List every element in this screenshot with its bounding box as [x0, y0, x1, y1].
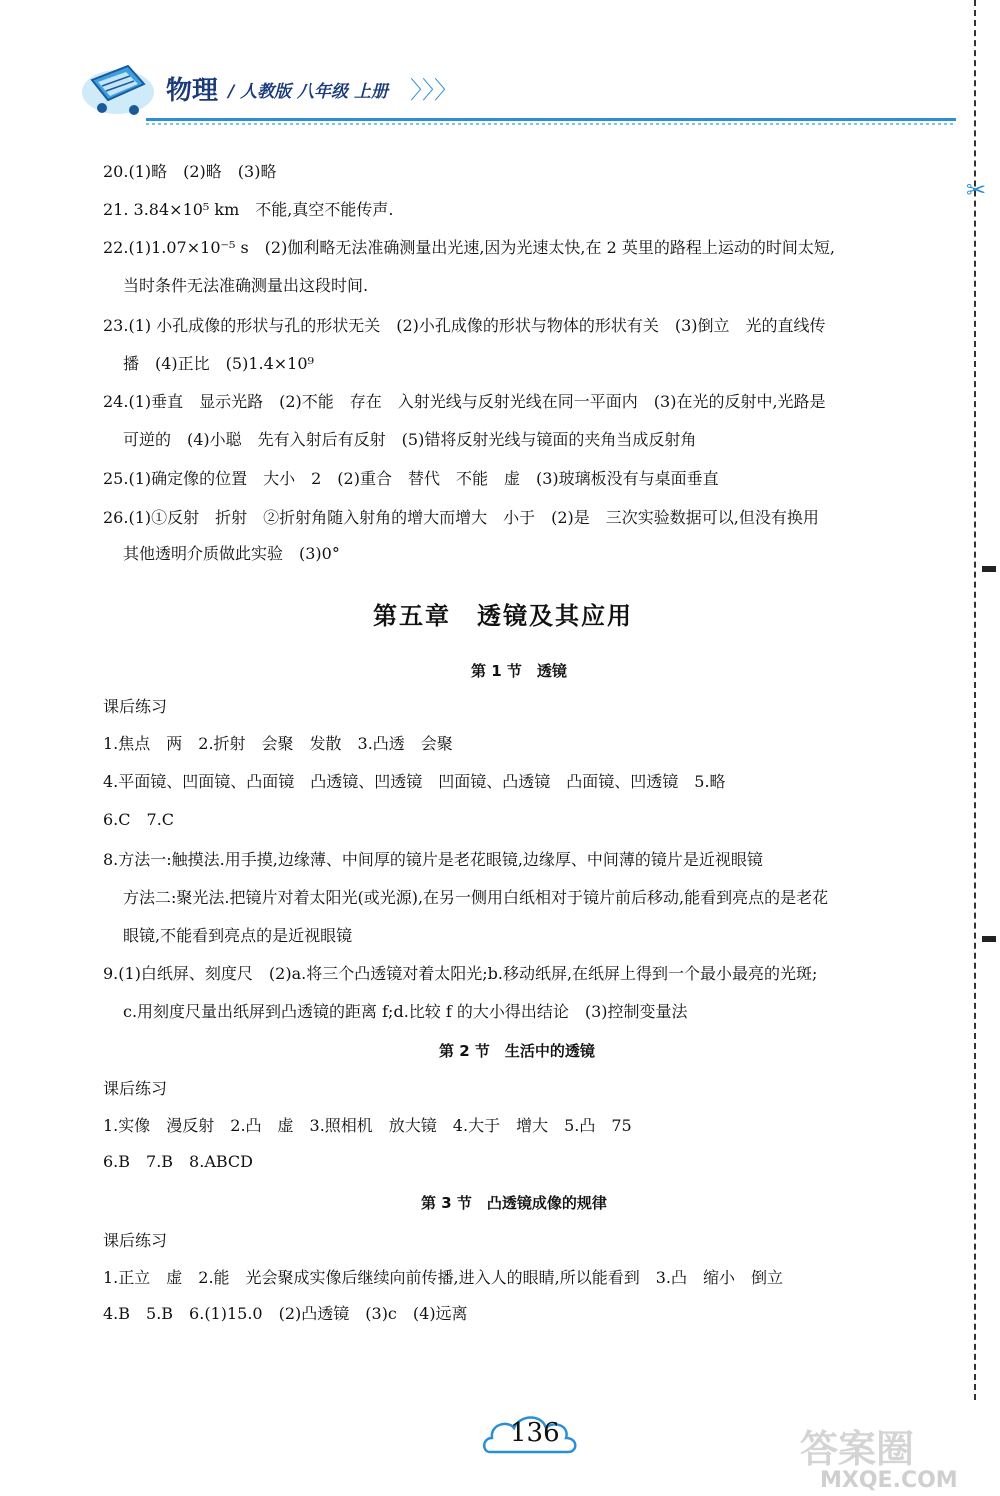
exercise-label: 课后练习	[103, 1079, 168, 1098]
header-rule-dotted	[146, 123, 956, 125]
section-title: 第 1 节 透镜	[471, 662, 567, 680]
answer-line: 9.(1)白纸屏、刻度尺 (2)a.将三个凸透镜对着太阳光;b.移动纸屏,在纸屏上得到一个最小最亮的光斑;	[103, 964, 818, 983]
answer-line: 1.正立 虚 2.能 光会聚成实像后继续向前传播,进入人的眼睛,所以能看到 3.凸 缩小 倒立	[103, 1268, 783, 1287]
answer-line: 方法二:聚光法.把镜片对着太阳光(或光源),在另一侧用白纸相对于镜片前后移动,能看到亮点的是老花	[123, 888, 829, 907]
answer-line: 26.(1)①反射 折射 ②折射角随入射角的增大而增大 小于 (2)是 三次实验数据可以,但没有换用	[103, 508, 819, 527]
answer-line: c.用刻度尺量出纸屏到凸透镜的距离 f;d.比较 f 的大小得出结论 (3)控制变量法	[123, 1002, 688, 1021]
section-title: 第 3 节 凸透镜成像的规律	[421, 1194, 607, 1212]
answer-line: 20.(1)略 (2)略 (3)略	[103, 162, 277, 181]
answer-line: 当时条件无法准确测量出这段时间.	[123, 276, 369, 295]
answer-line: 1.实像 漫反射 2.凸 虚 3.照相机 放大镜 4.大于 增大 5.凸 75	[103, 1116, 632, 1135]
chevrons-icon: 〉〉〉	[410, 76, 458, 104]
watermark-logo: 答案圈	[800, 1427, 915, 1471]
answer-line: 6.C 7.C	[103, 810, 175, 829]
header-rule	[146, 118, 956, 121]
answer-line: 4.B 5.B 6.(1)15.0 (2)凸透镜 (3)c (4)远离	[103, 1304, 468, 1323]
answer-line: 6.B 7.B 8.ABCD	[103, 1152, 253, 1171]
book-logo-icon	[78, 50, 158, 120]
answer-line: 1.焦点 两 2.折射 会聚 发散 3.凸透 会聚	[103, 734, 453, 753]
answer-line: 25.(1)确定像的位置 大小 2 (2)重合 替代 不能 虚 (3)玻璃板没有与桌面垂直	[103, 469, 719, 488]
answer-line: 其他透明介质做此实验 (3)0°	[123, 544, 340, 563]
page-header	[78, 50, 958, 130]
answer-line: 眼镜,不能看到亮点的是近视眼镜	[123, 926, 353, 945]
side-mark	[982, 936, 996, 942]
answer-line: 21. 3.84×10⁵ km 不能,真空不能传声.	[103, 200, 394, 219]
scissors-icon: ✂	[966, 176, 987, 204]
exercise-label: 课后练习	[103, 697, 168, 716]
page-number: 136	[510, 1418, 560, 1448]
side-mark	[982, 566, 996, 572]
answer-line: 22.(1)1.07×10⁻⁵ s (2)伽利略无法准确测量出光速,因为光速太快,在 2 英里的路程上运动的时间太短,	[103, 238, 835, 257]
chapter-title: 第五章 透镜及其应用	[373, 602, 633, 630]
answer-line: 23.(1) 小孔成像的形状与孔的形状无关 (2)小孔成像的形状与物体的形状有关 (3)倒立 光的直线传	[103, 316, 826, 335]
answer-line: 4.平面镜、凹面镜、凸面镜 凸透镜、凹透镜 凹面镜、凸透镜 凸面镜、凹透镜 5.略	[103, 772, 726, 791]
answer-line: 播 (4)正比 (5)1.4×10⁹	[123, 354, 314, 373]
answer-line: 可逆的 (4)小聪 先有入射后有反射 (5)错将反射光线与镜面的夹角当成反射角	[123, 430, 697, 449]
cut-line	[974, 0, 976, 1400]
subject-title: 物理	[166, 76, 219, 106]
watermark-site: MXQE.COM	[820, 1468, 958, 1493]
section-title: 第 2 节 生活中的透镜	[439, 1042, 595, 1060]
answer-line: 24.(1)垂直 显示光路 (2)不能 存在 入射光线与反射光线在同一平面内 (3)在光的反射中,光路是	[103, 392, 826, 411]
edition-label: / 人教版 八年级 上册	[228, 82, 388, 102]
answer-line: 8.方法一:触摸法.用手摸,边缘薄、中间厚的镜片是老花眼镜,边缘厚、中间薄的镜片是近视眼镜	[103, 850, 763, 869]
exercise-label: 课后练习	[103, 1231, 168, 1250]
page-number-badge	[480, 1410, 580, 1460]
